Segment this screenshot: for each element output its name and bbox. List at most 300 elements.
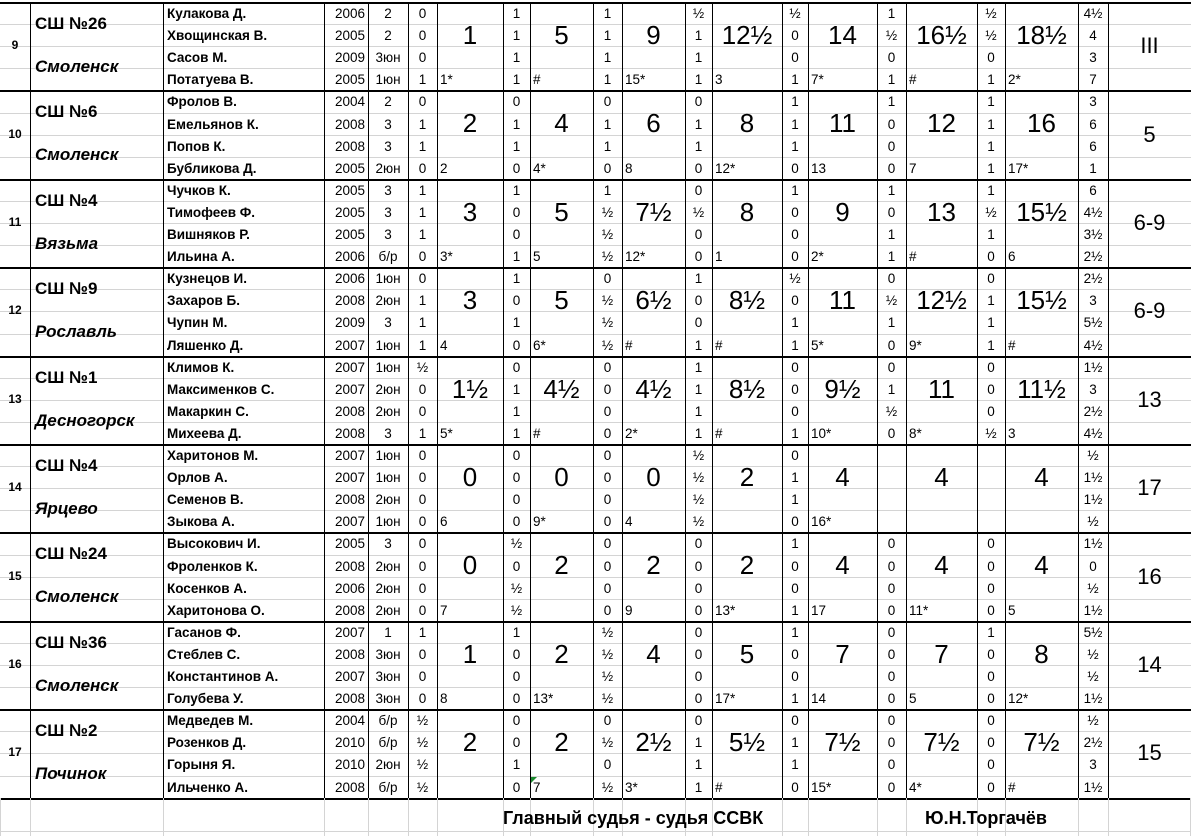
grid-hline [0, 245, 1191, 246]
team-cumulative-score: 15½ [1016, 196, 1067, 227]
round-score: 0 [603, 403, 612, 419]
round-score: 1 [791, 735, 799, 751]
round-score: ½ [416, 735, 429, 751]
round-score: 1 [694, 138, 703, 154]
round-score: 0 [887, 160, 896, 176]
team-cumulative-score: 6 [646, 108, 661, 139]
team-cumulative-score: 1½ [451, 373, 489, 404]
round-score: 1 [512, 315, 521, 331]
round-score: 1 [603, 28, 612, 44]
player-rank: 1юн [375, 470, 401, 486]
player-rank: 3 [384, 182, 392, 198]
round-score: 0 [987, 646, 995, 662]
opponent-ref: # [1008, 779, 1016, 795]
opponent-ref: 9 [625, 602, 633, 618]
player-name: Климов К. [167, 359, 235, 375]
player-name: Медведев М. [167, 713, 254, 729]
team-cumulative-score: 4 [934, 462, 949, 492]
team-cumulative-score: 0 [462, 550, 478, 581]
player-name: Попов К. [167, 138, 226, 154]
team-cumulative-score: 6½ [635, 285, 672, 316]
round-score: 1 [512, 6, 521, 21]
round-score: 1 [418, 138, 427, 154]
team-city: Смоленск [35, 57, 119, 76]
round-score: ½ [692, 204, 705, 220]
opponent-ref: 1* [440, 72, 453, 88]
team-cumulative-score: 9 [835, 196, 850, 227]
round-score: ½ [601, 293, 614, 309]
round-score: 0 [694, 646, 703, 662]
opponent-ref: 5 [533, 249, 541, 265]
round-score: 1 [791, 72, 799, 88]
round-score: 0 [603, 580, 612, 596]
opponent-ref: 7* [811, 72, 824, 88]
round-score: 1 [694, 337, 703, 353]
round-score: 1 [694, 381, 703, 397]
round-score: 1 [603, 50, 612, 66]
round-score: 0 [791, 50, 799, 66]
player-rank: б/р [378, 249, 398, 265]
opponent-ref: 2* [625, 425, 638, 441]
grid-hline [0, 179, 1191, 181]
round-score: 1 [791, 757, 799, 773]
player-name: Бубликова Д. [167, 160, 257, 176]
round-score: 0 [418, 448, 427, 463]
player-name: Орлов А. [167, 470, 228, 486]
round-score: 0 [512, 227, 521, 242]
round-score: 0 [694, 249, 703, 265]
round-score: 1 [987, 624, 995, 640]
player-rank: 2 [384, 94, 392, 110]
round-score: 0 [512, 735, 521, 751]
player-birth-year: 2007 [334, 624, 365, 640]
grid-hline [0, 532, 1191, 534]
round-score: 0 [987, 669, 995, 684]
round-score: ½ [601, 624, 614, 640]
round-score: 0 [418, 602, 427, 618]
opponent-ref: 9* [909, 337, 922, 353]
grid-hline [0, 157, 1191, 158]
player-total: 5½ [1083, 315, 1103, 331]
round-score: ½ [601, 691, 614, 707]
team-cumulative-score: 15½ [1016, 285, 1067, 316]
round-score: 0 [603, 713, 612, 729]
grid-vline [368, 798, 369, 836]
player-name: Харитонов М. [167, 448, 259, 463]
player-birth-year: 2008 [334, 138, 365, 154]
round-score: 0 [987, 713, 995, 729]
round-score: 1 [418, 425, 427, 441]
player-birth-year: 2008 [334, 116, 365, 132]
opponent-ref: # [715, 779, 723, 795]
opponent-ref: 8* [909, 425, 922, 441]
player-name: Зыкова А. [167, 514, 235, 530]
round-score: 1 [987, 94, 995, 110]
round-score: 1 [887, 381, 896, 397]
round-score: 1 [694, 359, 703, 375]
round-score: 0 [791, 160, 799, 176]
round-score: ½ [601, 646, 614, 662]
grid-hline [0, 510, 1191, 511]
grid-vline [1108, 798, 1109, 836]
player-rank: 3 [384, 425, 392, 441]
team-cumulative-score: 0 [554, 462, 569, 492]
round-score: 1 [887, 227, 896, 242]
round-score: 0 [603, 381, 612, 397]
team-cumulative-score: 8 [1034, 638, 1049, 669]
round-score: 1 [694, 403, 703, 419]
team-cumulative-score: 7½ [824, 727, 861, 758]
round-score: 0 [512, 337, 521, 353]
round-score: 0 [603, 160, 612, 176]
player-total: 6 [1089, 116, 1097, 132]
player-name: Фролов В. [167, 94, 237, 110]
team-school: СШ №9 [35, 279, 98, 299]
team-cumulative-score: 7½ [1023, 727, 1060, 758]
player-name: Захаров Б. [167, 293, 240, 309]
round-score: ½ [416, 757, 429, 773]
opponent-ref: 14 [811, 691, 827, 707]
team-cumulative-score: 4 [1034, 550, 1049, 581]
round-score: 0 [418, 580, 427, 596]
round-score: 0 [603, 470, 612, 486]
round-score: ½ [985, 204, 997, 220]
chief-judge-label: Главный судья - судья ССВК [503, 808, 764, 828]
team-number: 17 [8, 745, 22, 760]
player-total: 3 [1089, 381, 1097, 397]
player-name: Тимофеев Ф. [167, 204, 256, 220]
team-number: 14 [8, 480, 22, 495]
round-score: 1 [418, 624, 427, 640]
round-score: 0 [694, 602, 703, 618]
opponent-ref: # [533, 72, 541, 88]
round-score: 0 [418, 160, 427, 176]
team-cumulative-score: 0 [462, 462, 478, 492]
team-cumulative-score: 5 [554, 285, 569, 316]
team-cumulative-score: 2 [554, 727, 569, 758]
player-rank: 1юн [375, 337, 401, 353]
player-birth-year: 2007 [334, 514, 365, 530]
team-cumulative-score: 8 [739, 108, 755, 139]
round-score: 1 [418, 337, 427, 353]
round-score: ½ [416, 779, 429, 795]
round-score: 1 [694, 271, 703, 287]
grid-vline [906, 798, 907, 836]
round-score: ½ [885, 293, 898, 309]
round-score: 0 [418, 470, 427, 486]
round-score: ½ [885, 28, 898, 44]
team-cumulative-score: 2½ [635, 727, 672, 758]
opponent-ref: 5 [1008, 602, 1016, 618]
round-score: 1 [791, 138, 799, 154]
player-rank: 3юн [375, 646, 401, 662]
player-name: Чупин М. [167, 315, 228, 331]
team-cumulative-score: 4 [934, 550, 949, 581]
team-cumulative-score: 3 [462, 285, 478, 316]
opponent-ref: 7 [440, 602, 448, 618]
player-rank: 2 [384, 28, 392, 44]
round-score: 1 [791, 602, 799, 618]
player-rank: 3 [384, 536, 392, 552]
round-score: 0 [791, 448, 799, 463]
round-score: 1 [603, 72, 612, 88]
round-score: ½ [985, 425, 997, 441]
round-score: 0 [418, 249, 427, 265]
opponent-ref: 9* [533, 514, 546, 530]
player-rank: 2юн [375, 580, 401, 596]
team-cumulative-score: 11 [829, 108, 856, 139]
grid-vline [30, 798, 31, 836]
opponent-ref: 15* [625, 72, 646, 88]
round-score: 0 [887, 602, 896, 618]
team-city: Смоленск [35, 675, 119, 695]
player-total: 3 [1089, 757, 1097, 773]
opponent-ref: 2 [440, 160, 448, 176]
team-school: СШ №6 [35, 102, 98, 122]
round-score: 1 [987, 227, 995, 242]
player-total: 3 [1089, 50, 1097, 66]
round-score: 0 [987, 580, 995, 596]
round-score: 0 [694, 160, 703, 176]
player-rank: 2юн [375, 602, 401, 618]
player-name: Константинов А. [167, 669, 279, 684]
round-score: 1 [418, 182, 427, 198]
round-score: 1 [512, 50, 521, 66]
player-birth-year: 2005 [334, 227, 365, 242]
round-score: ½ [601, 735, 614, 751]
player-total: 1 [1089, 160, 1097, 176]
round-score: 0 [987, 691, 995, 707]
cell-comment-marker [531, 777, 537, 783]
grid-hline [0, 709, 1191, 711]
team-city: Десногорск [35, 410, 135, 430]
player-rank: 1юн [375, 448, 401, 463]
chief-judge-name: Ю.Н.Торгачёв [925, 808, 1048, 828]
opponent-ref: 3* [625, 779, 638, 795]
player-total: ½ [1087, 646, 1099, 662]
round-score: 1 [887, 94, 896, 110]
player-total: 1½ [1083, 359, 1103, 375]
player-total: ½ [1087, 448, 1099, 463]
round-score: ½ [692, 492, 705, 508]
round-score: 1 [603, 182, 612, 198]
opponent-ref: # [533, 425, 541, 441]
round-score: ½ [601, 227, 614, 242]
round-score: 0 [887, 646, 896, 662]
player-name: Ляшенко Д. [167, 337, 244, 353]
round-score: 1 [791, 691, 799, 707]
round-score: 0 [887, 337, 896, 353]
round-score: 0 [887, 691, 896, 707]
opponent-ref: 12* [1008, 691, 1029, 707]
opponent-ref: 17 [811, 602, 827, 618]
round-score: ½ [692, 6, 705, 21]
round-score: 0 [887, 735, 896, 751]
round-score: 1 [694, 425, 703, 441]
player-rank: 1юн [375, 271, 401, 287]
round-score: ½ [601, 204, 614, 220]
player-total: 1½ [1083, 536, 1103, 552]
team-cumulative-score: 5 [554, 196, 569, 227]
round-score: 0 [987, 602, 995, 618]
round-score: ½ [601, 669, 614, 684]
player-birth-year: 2008 [334, 602, 365, 618]
player-name: Стеблев С. [167, 646, 241, 662]
player-name: Чучков К. [167, 182, 231, 198]
team-city: Ярцево [35, 499, 98, 518]
round-score: 0 [987, 271, 995, 287]
player-birth-year: 2005 [334, 72, 365, 88]
round-score: 1 [694, 28, 703, 44]
player-birth-year: 2005 [334, 204, 365, 220]
round-score: 1 [987, 116, 995, 132]
opponent-ref: 11* [909, 602, 929, 618]
round-score: ½ [510, 580, 523, 596]
player-total: 1½ [1083, 470, 1103, 486]
grid-hline [0, 2, 1191, 4]
grid-hline [0, 356, 1191, 358]
team-cumulative-score: 4 [646, 638, 661, 669]
round-score: ½ [510, 602, 523, 618]
team-place: III [1140, 33, 1159, 59]
player-birth-year: 2006 [334, 249, 365, 265]
round-score: 0 [791, 580, 799, 596]
team-cumulative-score: 5 [739, 638, 755, 669]
round-score: ½ [601, 249, 614, 265]
round-score: 0 [603, 448, 612, 463]
round-score: 1 [603, 138, 612, 154]
round-score: 0 [791, 646, 799, 662]
round-score: 0 [987, 558, 995, 574]
player-rank: 3юн [375, 691, 401, 707]
round-score: 0 [791, 359, 799, 375]
team-city: Починок [35, 764, 107, 784]
team-school: СШ №1 [35, 367, 98, 387]
team-city: Рославль [35, 322, 117, 342]
round-score: 0 [694, 624, 703, 640]
grid-vline [782, 798, 783, 836]
player-birth-year: 2004 [334, 94, 365, 110]
round-score: 0 [418, 669, 427, 684]
team-cumulative-score: 2 [646, 550, 661, 581]
team-cumulative-score: 16 [1027, 108, 1056, 139]
round-score: 0 [791, 779, 799, 795]
player-rank: 2юн [375, 381, 401, 397]
team-cumulative-score: 4 [554, 108, 569, 139]
round-score: 0 [418, 514, 427, 530]
team-city: Вязьма [35, 233, 99, 253]
player-name: Гасанов Ф. [167, 624, 241, 640]
round-score: 1 [418, 204, 427, 220]
round-score: ½ [416, 359, 429, 375]
round-score: 1 [512, 381, 521, 397]
team-cumulative-score: 4 [835, 550, 850, 581]
team-cumulative-score: 4½ [635, 373, 672, 404]
opponent-ref: 16* [811, 514, 832, 530]
round-score: 0 [512, 669, 521, 684]
player-total: 4½ [1083, 204, 1103, 220]
team-cumulative-score: 5 [554, 20, 569, 50]
player-name: Михеева Д. [167, 425, 242, 441]
round-score: 0 [512, 779, 521, 795]
round-score: 1 [791, 492, 799, 508]
player-name: Фроленков К. [167, 558, 258, 574]
round-score: 1 [987, 182, 995, 198]
round-score: 0 [694, 293, 703, 309]
opponent-ref: 17* [1008, 160, 1029, 176]
opponent-ref: 5* [440, 425, 453, 441]
round-score: 0 [987, 403, 995, 419]
opponent-ref: 6* [533, 337, 546, 353]
round-score: 1 [512, 403, 521, 419]
player-birth-year: 2004 [334, 713, 365, 729]
opponent-ref: 2* [1008, 72, 1021, 88]
team-cumulative-score: 12½ [916, 285, 967, 316]
player-birth-year: 2010 [334, 735, 365, 751]
player-birth-year: 2008 [334, 403, 365, 419]
round-score: ½ [601, 315, 614, 331]
player-total: 4½ [1083, 6, 1103, 21]
player-rank: 1юн [375, 514, 401, 530]
player-birth-year: 2008 [334, 293, 365, 309]
grid-hline [0, 831, 1191, 832]
team-cumulative-score: 5½ [728, 727, 766, 758]
opponent-ref: 12* [625, 249, 646, 265]
round-score: 0 [603, 536, 612, 552]
round-score: 0 [887, 779, 896, 795]
team-number: 15 [8, 568, 22, 583]
round-score: 1 [791, 94, 799, 110]
player-total: 1½ [1083, 779, 1103, 795]
team-cumulative-score: 7½ [635, 196, 672, 227]
team-place: 6-9 [1133, 210, 1166, 235]
team-school: СШ №4 [35, 190, 98, 210]
round-score: 0 [887, 669, 896, 684]
player-birth-year: 2006 [334, 271, 365, 287]
team-cumulative-score: 2 [462, 108, 478, 139]
round-score: 1 [791, 425, 799, 441]
round-score: 0 [418, 536, 427, 552]
opponent-ref: 17* [715, 691, 736, 707]
team-school: СШ №4 [35, 456, 98, 475]
round-score: 0 [603, 94, 612, 110]
team-place: 5 [1143, 121, 1156, 147]
player-birth-year: 2005 [334, 182, 365, 198]
player-rank: 2 [384, 6, 392, 21]
round-score: 1 [987, 315, 995, 331]
round-score: 0 [887, 271, 896, 287]
round-score: 0 [418, 403, 427, 419]
grid-hline [0, 68, 1191, 69]
round-score: 0 [512, 646, 521, 662]
round-score: 0 [791, 558, 799, 574]
round-score: 1 [512, 182, 521, 198]
round-score: 0 [512, 470, 521, 486]
round-score: 1 [694, 50, 703, 66]
round-score: 0 [887, 425, 896, 441]
player-name: Высокович И. [167, 536, 261, 552]
round-score: 0 [418, 50, 427, 66]
round-score: 0 [603, 271, 612, 287]
player-rank: 3 [384, 204, 392, 220]
opponent-ref: 15* [811, 779, 832, 795]
team-cumulative-score: 11 [928, 373, 955, 404]
round-score: 1 [418, 227, 427, 242]
grid-vline [1078, 798, 1079, 836]
team-cumulative-score: 12½ [721, 20, 773, 50]
opponent-ref: 12* [715, 160, 736, 176]
round-score: 1 [512, 624, 521, 640]
